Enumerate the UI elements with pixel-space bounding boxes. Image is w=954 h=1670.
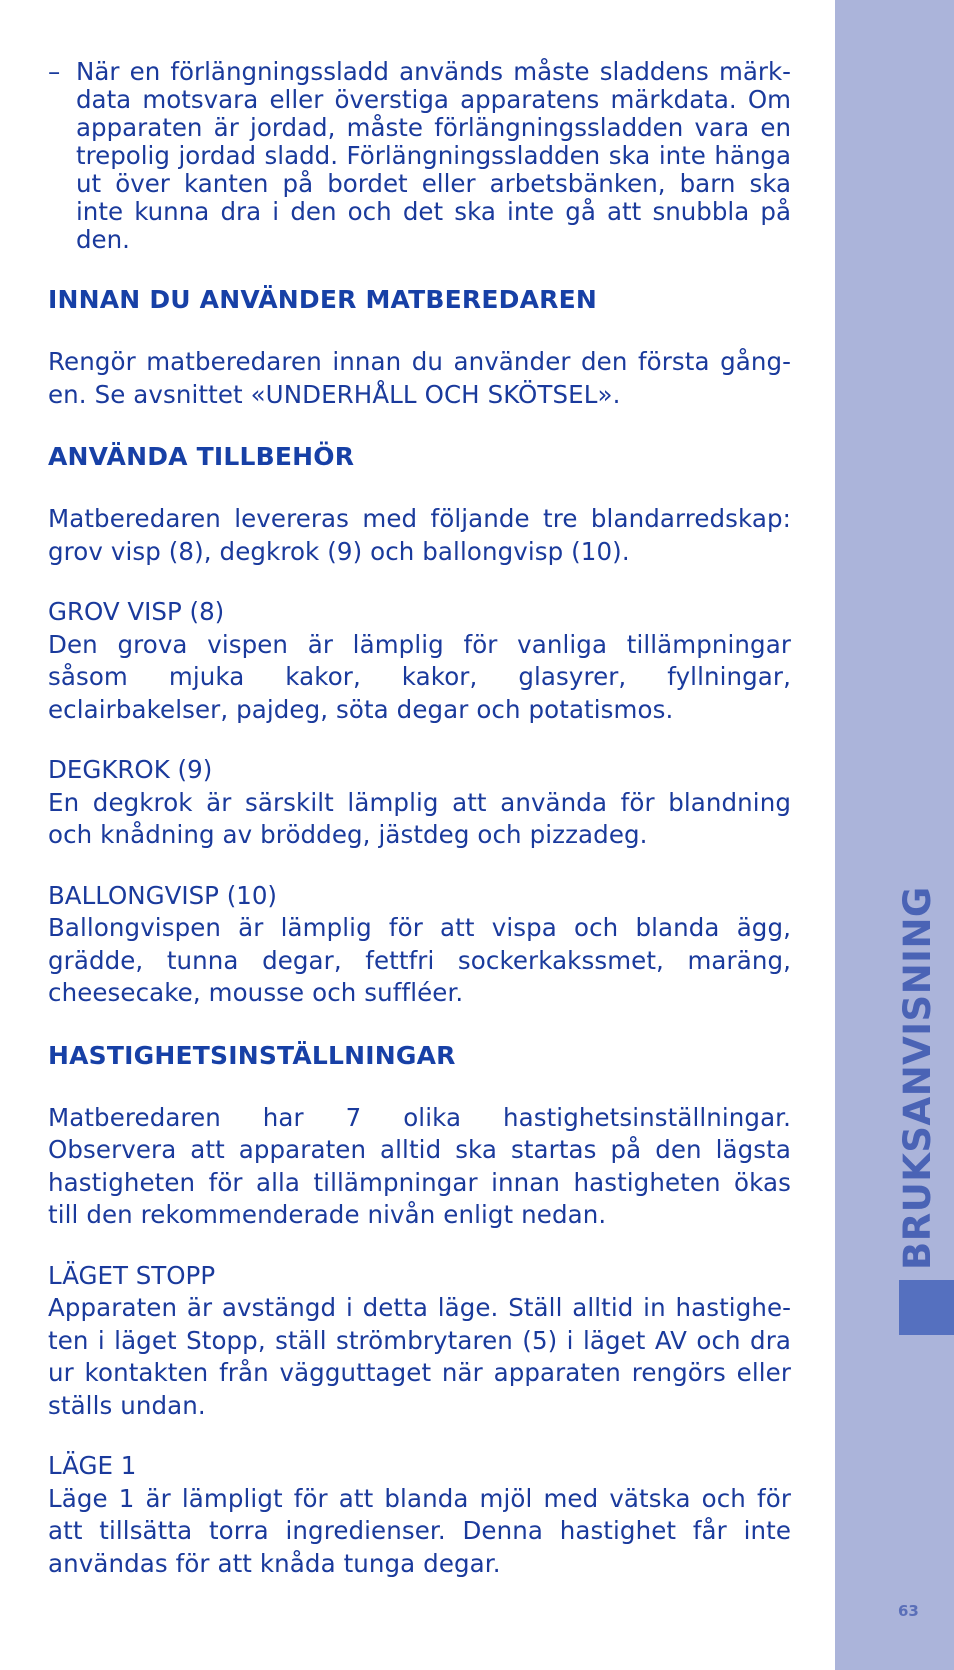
paragraph: En degkrok är särskilt lämplig att använda för blandning och knådning av bröddeg, jästdeg och pizzadeg. <box>48 787 791 849</box>
subheading: LÄGE 1 <box>48 1451 137 1480</box>
paragraph: Rengör matberedaren innan du använder den första gången. Se avsnittet «UNDERHÅLL OCH SKÖTSEL». <box>48 347 791 409</box>
paragraph: Ballongvispen är lämplig för att vispa och blanda ägg, grädde, tunna degar, fettfri sockerkakssmet, maräng, cheesecake, mousse och suffléer. <box>48 913 791 1007</box>
bullet-dash: – <box>48 57 61 86</box>
section-heading: INNAN DU ANVÄNDER MATBEREDAREN <box>48 285 598 314</box>
section-heading: ANVÄNDA TILLBEHÖR <box>48 442 355 471</box>
subheading: BALLONGVISP (10) <box>48 880 277 910</box>
sidebar-title: BRUKSANVISNING <box>896 886 939 1270</box>
subheading: GROV VISP (8) <box>48 597 225 626</box>
main-content <box>48 58 791 1580</box>
bullet-item <box>48 58 791 254</box>
section-tab-marker <box>899 1280 954 1335</box>
paragraph: Matberedaren har 7 olika hastighetsinställningar. Observera att apparaten alltid ska startas på den lägsta hastigheten för alla tillämpningar innan hastigheten ökas till den rekommenderade nivån enligt nedan. <box>48 1102 791 1229</box>
sidebar-band <box>835 0 954 1670</box>
subheading: LÄGET STOPP <box>48 1260 216 1290</box>
section-heading: HASTIGHETSINSTÄLLNINGAR <box>48 1040 456 1070</box>
paragraph: Matberedaren levereras med följande tre blandarredskap: grov visp (8), degkrok (9) och ballongvisp (10). <box>48 504 791 566</box>
bullet-text: När en förlängningssladd används måste sladdens märkdata motsvara eller överstiga apparatens märkdata. Om apparaten är jordad, måste förlängningssladden vara en trepolig jordad sladd. Förlängningssladden ska inte hänga ut över kanten på bordet eller arbetsbänken, barn ska inte kunna dra i den och det ska inte gå att snubbla på den. <box>76 57 791 254</box>
page-number: 63 <box>898 1602 919 1620</box>
paragraph: Apparaten är avstängd i detta läge. Ställ alltid in hastigheten i läget Stopp, ställ strömbrytaren (5) i läget AV och dra ur kontakten från vägguttaget när apparaten rengörs eller ställs undan. <box>48 1293 791 1420</box>
paragraph: Läge 1 är lämpligt för att blanda mjöl med vätska och för att tillsätta torra ingredienser. Denna hastighet får inte användas för att knåda tunga degar. <box>48 1483 791 1578</box>
subheading: DEGKROK (9) <box>48 755 213 784</box>
paragraph: Den grova vispen är lämplig för vanliga tillämpningar såsom mjuka kakor, kakor, glasyrer, fyllningar, eclairbakelser, pajdeg, söta degar och potatismos. <box>48 629 791 724</box>
